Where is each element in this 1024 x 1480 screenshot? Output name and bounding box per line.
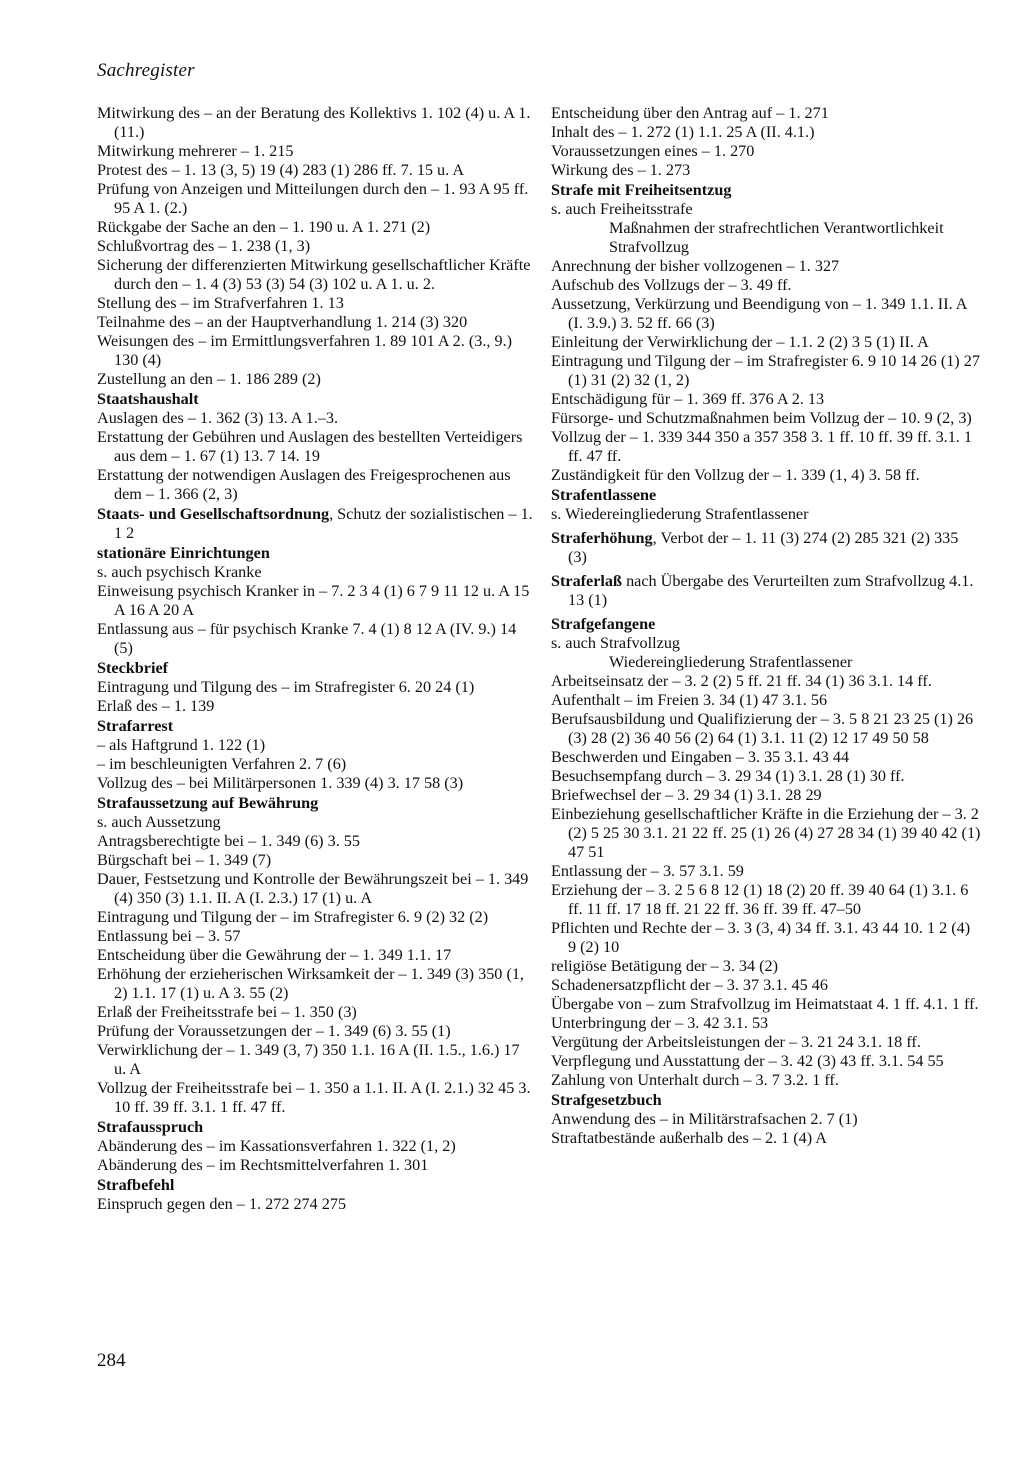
index-entry: Erstattung der Gebühren und Auslagen des bestellten Verteidigers aus dem – 1. 67 (1) 13. 7 14. 19 [97,428,523,465]
index-entry: Verwirklichung der – 1. 349 (3, 7) 350 1.1. 16 A (II. 1.5., 1.6.) 17 u. A [97,1041,520,1078]
index-entry: Abänderung des – im Rechtsmittelverfahren 1. 301 [97,1156,429,1174]
index-entry: Straftatbestände außerhalb des – 2. 1 (4) A [551,1129,828,1147]
index-entry: Eintragung und Tilgung des – im Strafregister 6. 20 24 (1) [97,678,475,696]
index-entry: Schadenersatzpflicht der – 3. 37 3.1. 45 46 [551,976,828,994]
index-entry: Rückgabe der Sache an den – 1. 190 u. A 1. 271 (2) [97,218,431,236]
index-entry: Eintragung und Tilgung der – im Strafregister 6. 9 10 14 26 (1) 27 (1) 31 (2) 32 (1, 2) [551,352,980,389]
index-entry: Erlaß des – 1. 139 [97,697,215,715]
index-entry: Mitwirkung des – an der Beratung des Kollektivs 1. 102 (4) u. A 1. (11.) [97,104,531,141]
heading-term: stationäre Einrichtungen [97,544,270,562]
index-entry: religiöse Betätigung der – 3. 34 (2) [551,957,779,975]
heading-term: Straferhöhung [551,529,653,547]
index-entry: Antragsberechtigte bei – 1. 349 (6) 3. 55 [97,832,360,850]
index-entry: Vergütung der Arbeitsleistungen der – 3. 21 24 3.1. 18 ff. [551,1033,921,1051]
index-heading [97,505,533,543]
index-entry: Beschwerden und Eingaben – 3. 35 3.1. 43 44 [551,748,850,766]
index-heading [551,181,981,200]
index-entry: Zahlung von Unterhalt durch – 3. 7 3.2. 1 ff. [551,1071,839,1089]
index-entry: Einweisung psychisch Kranker in – 7. 2 3 4 (1) 6 7 9 11 12 u. A 15 A 16 A 20 A [97,582,530,619]
index-entry: Entscheidung über den Antrag auf – 1. 271 [551,104,829,122]
heading-term: Strafbefehl [97,1176,175,1194]
index-entry: Teilnahme des – an der Hauptverhandlung 1. 214 (3) 320 [97,313,468,331]
heading-term: Strafentlassene [551,486,657,504]
index-heading [551,615,981,634]
heading-term: Strafaussetzung auf Bewährung [97,794,319,812]
index-entry: Einbeziehung gesellschaftlicher Kräfte in die Erziehung der – 3. 2 (2) 5 25 30 3.1. 21 22 ff. 25 (1) 26 (4) 27 28 34 (1) 39 40 42 (1) 47 51 [551,805,981,861]
index-heading [97,659,533,678]
index-column-right [551,104,981,1148]
index-heading [551,1091,981,1110]
index-heading [97,390,533,409]
heading-term: Strafe mit Freiheitsentzug [551,181,732,199]
index-entry: Übergabe von – zum Strafvollzug im Heimatstaat 4. 1 ff. 4.1. 1 ff. [551,995,979,1013]
index-entry: Berufsausbildung und Qualifizierung der – 3. 5 8 21 23 25 (1) 26 (3) 28 (2) 36 40 56 (2) 64 (1) 3.1. 11 (2) 12 17 49 50 58 [551,710,974,747]
cross-reference: s. auch Freiheitsstrafe [551,200,693,218]
cross-reference: s. auch Aussetzung [97,813,221,831]
index-entry: Einspruch gegen den – 1. 272 274 275 [97,1195,347,1213]
heading-rest: , Verbot der – 1. 11 (3) 274 (2) 285 321 (2) 335 (3) [568,529,959,566]
index-entry: Vollzug des – bei Militärpersonen 1. 339 (4) 3. 17 58 (3) [97,774,464,792]
index-entry: Anwendung des – in Militärstrafsachen 2. 7 (1) [551,1110,858,1128]
index-entry: Erlaß der Freiheitsstrafe bei – 1. 350 (3) [97,1003,357,1021]
index-column-left [97,104,533,1214]
index-entry: Fürsorge- und Schutzmaßnahmen beim Vollzug der – 10. 9 (2, 3) [551,409,972,427]
index-entry: Erziehung der – 3. 2 5 6 8 12 (1) 18 (2) 20 ff. 39 40 64 (1) 3.1. 6 ff. 11 ff. 17 18 ff. 21 22 ff. 36 ff. 39 ff. 47–50 [551,881,969,918]
running-header: Sachregister [97,60,195,81]
index-entry: Sicherung der differenzierten Mitwirkung gesellschaftlicher Kräfte durch den – 1. 4 (3) 53 (3) 54 (3) 102 u. A 1. u. 2. [97,256,531,293]
index-entry: Prüfung von Anzeigen und Mitteilungen durch den – 1. 93 A 95 ff. 95 A 1. (2.) [97,180,529,217]
index-entry: Weisungen des – im Ermittlungsverfahren 1. 89 101 A 2. (3., 9.) 130 (4) [97,332,513,369]
index-entry: Unterbringung der – 3. 42 3.1. 53 [551,1014,769,1032]
index-entry: Besuchsempfang durch – 3. 29 34 (1) 3.1. 28 (1) 30 ff. [551,767,905,785]
index-entry: Auslagen des – 1. 362 (3) 13. A 1.–3. [97,409,338,427]
heading-term: Strafgefangene [551,615,656,633]
heading-term: Strafgesetzbuch [551,1091,662,1109]
index-heading [97,794,533,813]
index-entry: Schlußvortrag des – 1. 238 (1, 3) [97,237,311,255]
index-entry: Abänderung des – im Kassationsverfahren 1. 322 (1, 2) [97,1137,456,1155]
index-entry: Entschädigung für – 1. 369 ff. 376 A 2. 13 [551,390,825,408]
heading-term: Strafarrest [97,717,174,735]
index-entry: Zustellung an den – 1. 186 289 (2) [97,370,321,388]
index-entry: Verpflegung und Ausstattung der – 3. 42 (3) 43 ff. 3.1. 54 55 [551,1052,944,1070]
heading-term: Steckbrief [97,659,169,677]
index-entry: Entlassung der – 3. 57 3.1. 59 [551,862,744,880]
heading-term: Strafausspruch [97,1118,204,1136]
index-entry: Wirkung des – 1. 273 [551,161,691,179]
cross-reference: s. Wiedereingliederung Strafentlassener [551,505,809,523]
index-heading [97,717,533,736]
index-entry: Erstattung der notwendigen Auslagen des Freigesprochenen aus dem – 1. 366 (2, 3) [97,466,511,503]
index-entry: Aufschub des Vollzugs der – 3. 49 ff. [551,276,792,294]
heading-term: Staatshaushalt [97,390,199,408]
index-heading [551,486,981,505]
index-entry: Stellung des – im Strafverfahren 1. 13 [97,294,344,312]
index-entry: Bürgschaft bei – 1. 349 (7) [97,851,272,869]
index-heading [551,572,981,610]
index-entry: – als Haftgrund 1. 122 (1) [97,736,266,754]
index-heading [97,1118,533,1137]
index-entry: Inhalt des – 1. 272 (1) 1.1. 25 A (II. 4.1.) [551,123,815,141]
index-entry: Arbeitseinsatz der – 3. 2 (2) 5 ff. 21 ff. 34 (1) 36 3.1. 14 ff. [551,672,932,690]
heading-rest: , Schutz der sozialistischen – 1. 1 2 [114,505,533,542]
page-number: 284 [97,1350,126,1371]
index-entry: Entscheidung über die Gewährung der – 1. 349 1.1. 17 [97,946,452,964]
index-entry: Dauer, Festsetzung und Kontrolle der Bewährungszeit bei – 1. 349 (4) 350 (3) 1.1. II. A (I. 2.3.) 17 (1) u. A [97,870,529,907]
index-entry: Anrechnung der bisher vollzogenen – 1. 327 [551,257,840,275]
index-entry: Einleitung der Verwirklichung der – 1.1. 2 (2) 3 5 (1) II. A [551,333,929,351]
index-entry: Briefwechsel der – 3. 29 34 (1) 3.1. 28 29 [551,786,822,804]
index-entry: Erhöhung der erzieherischen Wirksamkeit der – 1. 349 (3) 350 (1, 2) 1.1. 17 (1) u. A 3. 55 (2) [97,965,524,1002]
heading-term: Staats- und Gesellschaftsordnung [97,505,330,523]
index-entry: Voraussetzungen eines – 1. 270 [551,142,755,160]
index-heading [97,544,533,563]
index-entry: Zuständigkeit für den Vollzug der – 1. 339 (1, 4) 3. 58 ff. [551,466,920,484]
index-entry: Aufenthalt – im Freien 3. 34 (1) 47 3.1. 56 [551,691,828,709]
heading-term: Straferlaß [551,572,623,590]
index-entry: Vollzug der – 1. 339 344 350 a 357 358 3. 1 ff. 10 ff. 39 ff. 3.1. 1 ff. 47 ff. [551,428,972,465]
index-entry: Mitwirkung mehrerer – 1. 215 [97,142,294,160]
cross-reference: s. auch Strafvollzug [551,634,681,652]
cross-reference-item: Wiedereingliederung Strafentlassener [609,653,853,671]
index-heading [551,529,981,567]
index-entry: Vollzug der Freiheitsstrafe bei – 1. 350 a 1.1. II. A (I. 2.1.) 32 45 3. 10 ff. 39 ff. 3.1. 1 ff. 47 ff. [97,1079,531,1116]
index-entry: – im beschleunigten Verfahren 2. 7 (6) [97,755,347,773]
index-entry: Prüfung der Voraussetzungen der – 1. 349 (6) 3. 55 (1) [97,1022,451,1040]
cross-reference-item: Strafvollzug [609,238,690,256]
index-entry: Pflichten und Rechte der – 3. 3 (3, 4) 34 ff. 3.1. 43 44 10. 1 2 (4) 9 (2) 10 [551,919,971,956]
cross-reference: s. auch psychisch Kranke [97,563,262,581]
index-entry: Entlassung bei – 3. 57 [97,927,241,945]
index-entry: Protest des – 1. 13 (3, 5) 19 (4) 283 (1) 286 ff. 7. 15 u. A [97,161,465,179]
index-entry: Entlassung aus – für psychisch Kranke 7. 4 (1) 8 12 A (IV. 9.) 14 (5) [97,620,517,657]
index-entry: Eintragung und Tilgung der – im Strafregister 6. 9 (2) 32 (2) [97,908,489,926]
heading-rest: nach Übergabe des Verurteilten zum Strafvollzug 4.1. 13 (1) [568,572,974,609]
cross-reference-item: Maßnahmen der strafrechtlichen Verantwortlichkeit [609,219,944,237]
index-entry: Aussetzung, Verkürzung und Beendigung von – 1. 349 1.1. II. A (I. 3.9.) 3. 52 ff. 66 (3) [551,295,967,332]
index-heading [97,1176,533,1195]
